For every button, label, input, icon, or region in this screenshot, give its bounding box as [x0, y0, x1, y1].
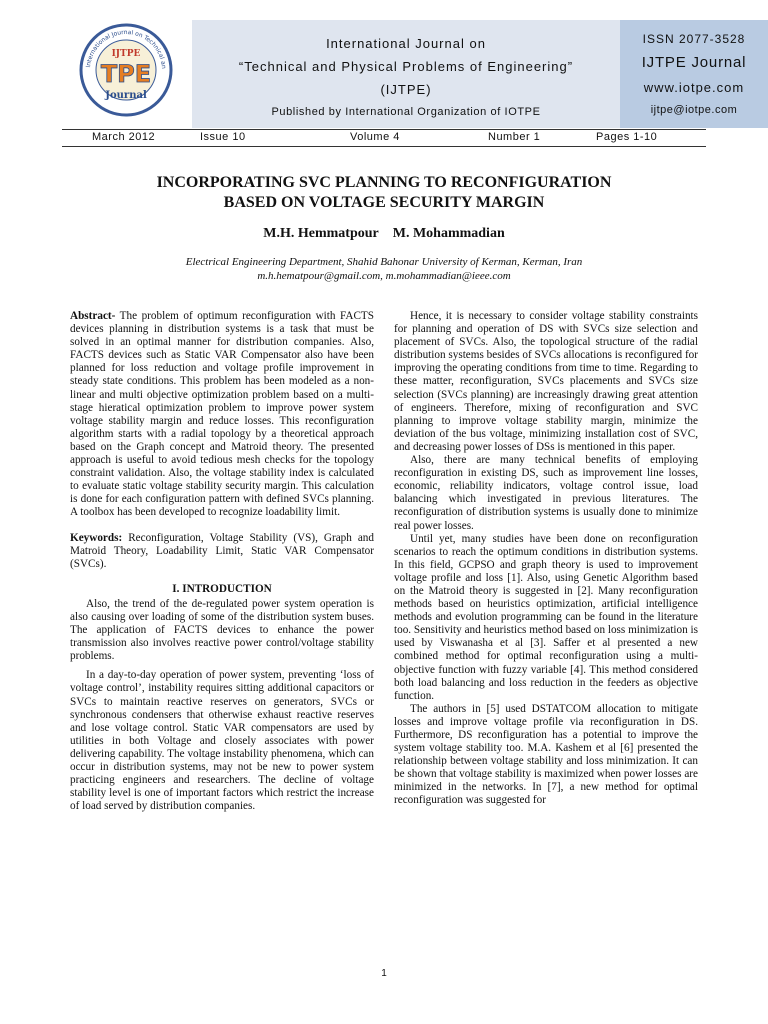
paper-title-line2: BASED ON VOLTAGE SECURITY MARGIN: [223, 194, 545, 211]
section-heading-introduction: I. INTRODUCTION: [172, 582, 272, 595]
abstract-label: Abstract-: [70, 310, 116, 322]
keywords-label: Keywords:: [70, 531, 123, 544]
right-column: [394, 310, 698, 808]
volume-number: Volume 4: [350, 131, 400, 143]
logo-top-text: IJTPE: [111, 49, 141, 59]
journal-logo: [78, 22, 174, 118]
ijtpe-logo-graphic: [78, 22, 174, 118]
page-range: Pages 1-10: [596, 131, 658, 143]
journal-short-name: IJTPE Journal: [641, 54, 747, 71]
number-label: Number 1: [488, 131, 541, 143]
right-paragraph-1: Hence, it is necessary to consider voltage stability constraints for planning and operation of DS with SVCs size selection and placement of SVCs. Also, the topological structure of the radial distribution systems besides of SVCs allocations is reconfigured for improving the operating conditions from time to time. Regarding to these matter, reconfiguration, SVCs placements and SVCs size selection (SVCs planning) are increasingly drawing great attention of engineers. Therefore, mixing of reconfiguration and SVC planning to improve voltage stability margin, minimize the deviation of the bus voltage, minimizing installation cost of SVC, and decreasing power losses of DSs is mentioned in this paper.: [394, 310, 698, 453]
journal-email: ijtpe@iotpe.com: [650, 104, 738, 116]
right-paragraph-4: The authors in [5] used DSTATCOM allocation to mitigate losses and improve voltage profile via reconfiguration in DS. Furthermore, DS reconfiguration has a potential to improve the system voltage stability too. M.A. Kashem et al [6] presented the relationship between voltage stability and loss minimization. It can be shown that voltage stability is maximized when power losses are minimized in the networks. In [7], a new method for optimal reconfiguration was suggested for: [394, 702, 698, 807]
page-number: 1: [381, 968, 387, 979]
author-2: M. Mohammadian: [392, 226, 505, 241]
abstract: [70, 310, 374, 520]
author-affiliation: Electrical Engineering Department, Shahid Bahonar University of Kerman, Kerman, Iran: [185, 256, 583, 268]
logo-middle-text: TPE: [100, 60, 152, 88]
issue-date: March 2012: [92, 131, 156, 143]
abstract-text: The problem of optimum reconfiguration with FACTS devices planning in distribution systems is a task that must be solved in an optimal manner for distribution companies. Also, FACTS devices such as Static VAR Compensator also have been planned for loss reduction and voltage profile improvement in steady state conditions. This problem has been modeled as a non-linear and multi objective optimization problem based on a multi-stage hieratical optimization problem to improve power system voltage stability margin and reduce losses. This reconfiguration algorithm starts with a radial topology by a theoretical approach based on the Graph concept and Matroid theory. The presented approach is useful to avoid tedious mesh checks for the topology constraint validation. Also, the voltage stability index is calculated to evaluate static voltage stability security margin. This calculation is done for each configuration pattern with defined SVCs planning. A toolbox has been developed to recognize loadability limit.: [70, 310, 374, 519]
publisher-line: Published by International Organization of IOTPE: [271, 106, 541, 118]
header-rule-top: [62, 129, 706, 130]
journal-name-line1: International Journal on: [326, 36, 486, 51]
author-1: M.H. Hemmatpour: [263, 226, 379, 241]
journal-website: www.iotpe.com: [643, 80, 745, 95]
right-paragraph-3: Until yet, many studies have been done on reconfiguration scenarios to reach the optimum conditions in distribution systems. In this field, GCPSO and graph theory is used to improvement voltage profile and loss [1]. Also, using Genetic Algorithm based on the Matroid theory is suggested in [2]. Many reconfiguration methods based on heuristics optimization, artificial intelligence methods and evolution programming can be found in the literature too. Sensitivity and heuristics method based on loss minimization is used by Viswanasha et al [3]. Saffer et al presented a new combined method for optimal reconfiguration using a multi-objective function with fuzzy variable [4]. This method considered both load balancing and loss reduction in the feeders as objective function.: [394, 532, 698, 702]
keywords-text: Reconfiguration, Voltage Stability (VS), Graph and Matroid Theory, Loadability Limit, Static VAR Compensator (SVCs).: [70, 531, 374, 570]
issue-number: Issue 10: [200, 131, 246, 143]
intro-paragraph-1: Also, the trend of the de-regulated power system operation is also causing over loading of some of the distribution system buses. The application of FACTS devices to enhance the power transmission also involves reactive power control/voltage stability problems.: [70, 597, 374, 663]
journal-abbrev: (IJTPE): [380, 82, 432, 97]
right-paragraph-2: Also, there are many technical benefits of employing reconfiguration in existing DS, such as improvement line losses, economic, reliability indicators, voltage control issue, load balancing which investigated in previous literatures. The reconfiguration of distribution systems is usually done to minimize real power losses.: [394, 454, 698, 532]
logo-ring-text: International Journal on Technical an: [85, 28, 168, 70]
journal-header: [62, 20, 747, 128]
issue-info-bar: [62, 131, 706, 145]
intro-paragraph-2: In a day-to-day operation of power system, preventing ‘loss of voltage control’, instability requires sitting additional capacitors or SVCs to maintain reactive reserves on generators, SVCs or synchronous condensers that otherwise exhaust reactive reserves and lose voltage control. Static VAR compensators are used by utilities in both Voltage and closely associates with power delivering capability. The voltage instability phenomena, which can occur in distribution systems, may not be new to power system practicing engineers and researchers. The decline of voltage stability level is one of important factors which restrict the increase of load served by distribution companies.: [70, 669, 374, 813]
issn: ISSN 2077-3528: [642, 32, 746, 46]
paper-title-line1: INCORPORATING SVC PLANNING TO RECONFIGURATION: [156, 174, 612, 191]
keywords: [70, 532, 374, 571]
journal-info-box: [620, 20, 768, 128]
logo-bottom-text: Journal: [105, 90, 147, 101]
author-emails: m.h.hematpour@gmail.com, m.mohammadian@ieee.com: [257, 270, 511, 282]
journal-name-line2: “Technical and Physical Problems of Engineering”: [238, 59, 574, 74]
left-column: [70, 310, 374, 813]
journal-title-box: [192, 20, 620, 128]
paper-authors: [60, 226, 708, 242]
header-rule-bottom: [62, 146, 706, 147]
